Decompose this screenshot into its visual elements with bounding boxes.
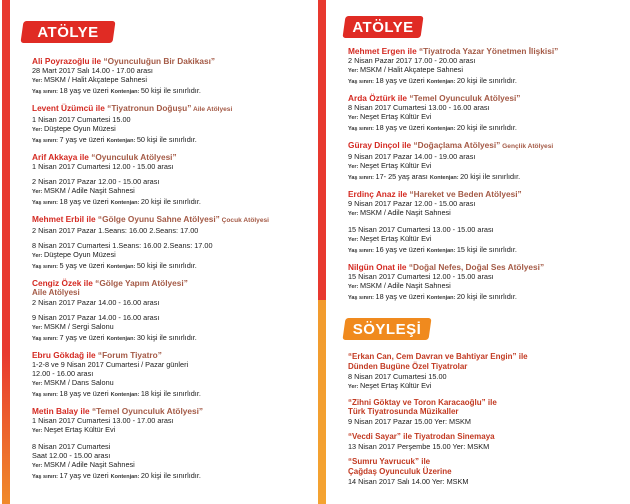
event-line: 28 Mart 2017 Salı 14.00 - 17.00 arası [32, 66, 153, 75]
event-line [348, 123, 624, 134]
event-entry [32, 152, 299, 208]
event-line [32, 86, 299, 97]
event-title: “Oyunculuk Atölyesi” [88, 152, 177, 162]
event-heading [32, 350, 299, 360]
age-limit: 7 yaş ve üzeri [59, 332, 107, 342]
age-label: Yaş sınırı: [348, 295, 376, 301]
event-line [32, 197, 299, 208]
event-line [348, 281, 624, 292]
event-line: 9 Nisan 2017 Pazar 12.00 - 15.00 arası [348, 199, 476, 208]
quota-label: Kontenjan: [106, 264, 137, 270]
host-name: Cengiz Özek ile [32, 278, 93, 288]
event-line [348, 292, 624, 303]
talk-title: Dünden Bugüne Özel Tiyatrolar [348, 361, 468, 371]
quota-label: Kontenjan: [426, 248, 457, 254]
event-entry [32, 350, 299, 400]
venue-label: Yer: [32, 324, 44, 331]
event-line: 12.00 - 16.00 arası [32, 368, 94, 378]
talk-title: “Vecdi Sayar” ile Tiyatrodan Sinemaya [348, 432, 495, 442]
age-limit: 18 yaş ve üzeri [59, 388, 111, 398]
age-label: Yaş sınırı: [32, 473, 60, 480]
talk-line: 14 Nisan 2017 Salı 14.00 Yer: MSKM [348, 476, 469, 486]
atolye-banner-right [344, 16, 422, 38]
event-heading [32, 214, 299, 226]
event-entry [32, 406, 299, 482]
age-label: Yaş sınırı: [32, 200, 60, 206]
talk-entry [348, 398, 624, 427]
event-line [32, 378, 299, 389]
host-name: Arif Akkaya ile [32, 152, 89, 162]
atolye-banner-left [22, 21, 114, 43]
event-subtitle: Aile Atölyesi [32, 288, 80, 297]
event-line [32, 322, 299, 333]
quota-value: 50 kişi ile sınırlıdır. [136, 261, 197, 270]
event-title: “Gölge Yapım Atölyesi” [92, 278, 188, 288]
event-line [32, 389, 299, 400]
quota-value: 30 kişi ile sınırlıdır. [136, 332, 197, 342]
quota-value: 50 kişi ile sınırlıdır. [140, 86, 201, 95]
talk-title: “Erkan Can, Cem Davran ve Bahtiyar Engin” ile [348, 352, 528, 361]
event-line: 15 Nisan 2017 Cumartesi 13.00 - 15.00 arası [348, 225, 494, 234]
quota-label: Kontenjan: [106, 335, 137, 342]
venue-value: MSKM / Dans Salonu [43, 377, 114, 387]
host-name: Mehmet Erbil ile [32, 214, 96, 224]
quota-label: Kontenjan: [429, 175, 461, 181]
talk-entry [348, 432, 624, 451]
event-type: Aile Atölyesi [191, 106, 233, 113]
event-entry [348, 140, 624, 183]
talk-title: “Sumru Yavrucuk” ile [348, 456, 431, 466]
age-limit: 17 yaş ve üzeri [59, 470, 111, 480]
talk-line [348, 381, 624, 392]
event-line [32, 471, 299, 482]
talk-title: “Zihni Göktay ve Toron Karacaoğlu” ile [348, 397, 497, 407]
venue-value: MSKM / Halit Akçatepe Sahnesi [43, 75, 147, 84]
event-line: 1 Nisan 2017 Cumartesi 12.00 - 15.00 arası [32, 162, 174, 171]
age-label: Yaş sınırı: [348, 126, 376, 132]
left-red-bar [2, 0, 10, 504]
event-entry [32, 103, 299, 146]
event-line: 2 Nisan Pazar 2017 17.00 - 20.00 arası [348, 56, 476, 65]
right-red-bar [318, 0, 326, 300]
right-column [318, 0, 628, 504]
event-line [32, 460, 299, 471]
event-line [32, 124, 299, 135]
event-entry [348, 189, 624, 256]
age-limit: 18 yaş ve üzeri [375, 292, 427, 301]
quota-label: Kontenjan: [106, 138, 137, 144]
event-line [32, 135, 299, 146]
age-label: Yaş sınırı: [348, 79, 376, 85]
age-limit: 18 yaş ve üzeri [375, 76, 427, 85]
event-line: 1-2-8 ve 9 Nisan 2017 Cumartesi / Pazar günleri [32, 359, 189, 369]
event-heading [32, 406, 299, 416]
event-entry [348, 262, 624, 303]
event-heading [348, 46, 624, 56]
venue-label: Yer: [348, 383, 360, 390]
venue-label: Yer: [348, 164, 360, 170]
event-title: “Gölge Oyunu Sahne Atölyesi” [95, 214, 220, 224]
soylesi-entries [348, 352, 624, 492]
venue-value: MSKM / Sergi Salonu [43, 321, 114, 331]
event-title: “Hareket ve Beden Atölyesi” [407, 189, 522, 199]
venue-label: Yer: [32, 127, 44, 133]
event-heading [348, 140, 624, 152]
event-line [32, 425, 299, 436]
age-limit: 17- 25 yaş arası [375, 172, 430, 181]
host-name: Ebru Gökdağ ile [32, 349, 96, 360]
age-limit: 16 yaş ve üzeri [375, 245, 427, 254]
event-line: 2 Nisan 2017 Pazar 14.00 - 16.00 arası [32, 297, 160, 307]
host-name: Ali Poyrazoğlu ile [32, 56, 102, 66]
age-limit: 18 yaş ve üzeri [59, 86, 111, 95]
event-line [348, 172, 624, 183]
event-line [348, 112, 624, 123]
event-line [348, 234, 624, 245]
venue-label: Yer: [32, 380, 44, 387]
event-title: “Temel Oyunculuk Atölyesi” [407, 93, 521, 103]
venue-label: Yer: [32, 189, 44, 195]
right-entries [348, 46, 624, 309]
talk-title: Türk Tiyatrosunda Müzikaller [348, 407, 459, 417]
host-name: Levent Üzümcü ile [32, 103, 105, 113]
venue-value: Neşet Ertaş Kültür Evi [359, 112, 432, 121]
age-label: Yaş sınırı: [348, 175, 376, 181]
event-line [32, 250, 299, 261]
event-line: 2 Nisan 2017 Pazar 1.Seans: 16.00 2.Seans: 17.00 [32, 226, 199, 235]
venue-value: Neşet Ertaş Kültür Evi [359, 234, 432, 243]
age-label: Yaş sınırı: [32, 264, 60, 270]
age-label: Yaş sınırı: [32, 391, 60, 398]
talk-title: Çağdaş Oyunculuk Üzerine [348, 466, 452, 476]
venue-value: MSKM / Adile Naşit Sahnesi [43, 459, 135, 469]
quota-label: Kontenjan: [110, 200, 141, 206]
event-heading [32, 103, 299, 115]
left-column [2, 0, 303, 504]
event-line [348, 161, 624, 172]
venue-label: Yer: [32, 427, 44, 434]
venue-value: Neşet Ertaş Kültür Evi [43, 424, 116, 434]
quota-value: 15 kişi ile sınırlıdır. [456, 245, 517, 254]
event-heading [348, 93, 624, 103]
event-line: 8 Nisan 2017 Cumartesi 13.00 - 16.00 arası [348, 103, 490, 112]
event-entry [32, 278, 299, 344]
venue-value: Neşet Ertaş Kültür Evi [359, 161, 432, 170]
right-orange-bar [318, 300, 326, 504]
event-title: “Doğaçlama Atölyesi” [411, 140, 501, 150]
event-line: 15 Nisan 2017 Cumartesi 12.00 - 15.00 arası [348, 272, 494, 281]
host-name: Erdinç Anaz ile [348, 189, 408, 199]
venue-label: Yer: [348, 211, 360, 217]
quota-label: Kontenjan: [426, 79, 457, 85]
venue-label: Yer: [348, 237, 360, 243]
event-line: 2 Nisan 2017 Pazar 12.00 - 15.00 arası [32, 177, 160, 186]
left-entries [32, 56, 299, 488]
event-heading [348, 262, 624, 272]
quota-label: Kontenjan: [426, 126, 457, 132]
quota-value: 20 kişi ile sınırlıdır. [140, 197, 201, 206]
event-line: 1 Nisan 2017 Cumartesi 13.00 - 17.00 arası [32, 415, 174, 425]
event-heading [32, 278, 299, 288]
event-heading [348, 189, 624, 199]
event-entry [348, 46, 624, 87]
venue-label: Yer: [32, 78, 44, 84]
venue-label: Yer: [32, 462, 44, 469]
talk-line: 13 Nisan 2017 Perşembe 15.00 Yer: MSKM [348, 441, 490, 451]
host-name: Güray Dinçol ile [348, 140, 412, 150]
venue-value: MSKM / Adile Naşit Sahnesi [43, 186, 135, 195]
event-title: “Forum Tiyatro” [95, 349, 162, 360]
event-line [348, 76, 624, 87]
event-line: Saat 12.00 - 15.00 arası [32, 450, 111, 460]
venue-value: Düştepe Oyun Müzesi [43, 124, 116, 133]
venue-label: Yer: [348, 284, 360, 290]
quota-value: 18 kişi ile sınırlıdır. [140, 388, 201, 398]
event-title: “Doğal Nefes, Doğal Ses Atölyesi” [406, 262, 545, 272]
quota-value: 20 kişi ile sınırlıdır. [456, 123, 517, 132]
event-line [348, 208, 624, 219]
venue-label: Yer: [348, 68, 360, 74]
banner-label: SÖYLEŞİ [352, 320, 422, 338]
quota-value: 20 kişi ile sınırlıdır. [460, 172, 521, 181]
venue-value: Neşet Ertaş Kültür Evi [359, 380, 432, 390]
event-entry [32, 214, 299, 272]
event-line [32, 186, 299, 197]
event-title: “Tiyatronun Doğuşu” [104, 103, 192, 113]
quota-label: Kontenjan: [110, 89, 141, 95]
age-limit: 18 yaş ve üzeri [375, 123, 427, 132]
quota-label: Kontenjan: [426, 295, 457, 301]
event-title: “Tiyatroda Yazar Yönetmen İlişkisi” [416, 46, 559, 56]
event-title: “Oyunculuğun Bir Dakikası” [101, 56, 216, 66]
event-line: 1 Nisan 2017 Cumartesi 15.00 [32, 115, 131, 124]
banner-label: ATÖLYE [37, 23, 99, 41]
event-heading [32, 56, 299, 66]
event-line [32, 75, 299, 86]
quota-value: 20 kişi ile sınırlıdır. [140, 470, 201, 480]
column-gap [303, 0, 318, 504]
age-label: Yaş sınırı: [32, 335, 60, 342]
event-type: Gençlik Atölyesi [500, 143, 554, 150]
host-name: Metin Balay ile [32, 405, 90, 416]
talk-line: 8 Nisan 2017 Cumartesi 15.00 [348, 371, 447, 381]
venue-value: Düştepe Oyun Müzesi [43, 250, 116, 259]
age-limit: 7 yaş ve üzeri [59, 135, 107, 144]
event-line [32, 261, 299, 272]
venue-value: MSKM / Halit Akçatepe Sahnesi [359, 65, 463, 74]
event-entry [348, 93, 624, 134]
age-limit: 5 yaş ve üzeri [59, 261, 107, 270]
event-line: 8 Nisan 2017 Cumartesi 1.Seans: 16.00 2.Seans: 17.00 [32, 241, 213, 250]
host-name: Nilgün Onat ile [348, 262, 407, 272]
quota-label: Kontenjan: [110, 473, 141, 480]
talk-entry [348, 457, 624, 486]
venue-label: Yer: [348, 115, 360, 121]
host-name: Arda Öztürk ile [348, 93, 408, 103]
venue-label: Yer: [32, 253, 44, 259]
event-entry [32, 56, 299, 97]
age-label: Yaş sınırı: [32, 89, 60, 95]
venue-value: MSKM / Adile Naşit Sahnesi [359, 281, 451, 290]
banner-label: ATÖLYE [352, 18, 414, 36]
age-label: Yaş sınırı: [32, 138, 60, 144]
talk-entry [348, 352, 624, 392]
age-limit: 18 yaş ve üzeri [59, 197, 111, 206]
event-line [348, 65, 624, 76]
event-line: 8 Nisan 2017 Cumartesi [32, 441, 111, 451]
soylesi-banner [344, 318, 430, 340]
venue-value: MSKM / Adile Naşit Sahnesi [359, 208, 451, 217]
talk-line: 9 Nisan 2017 Pazar 15.00 Yer: MSKM [348, 417, 471, 427]
event-type: Çocuk Atölyesi [219, 217, 270, 224]
age-label: Yaş sınırı: [348, 248, 376, 254]
quota-value: 20 kişi ile sınırlıdır. [456, 76, 517, 85]
quota-value: 50 kişi ile sınırlıdır. [136, 135, 197, 144]
quota-label: Kontenjan: [110, 391, 141, 398]
event-heading [32, 152, 299, 162]
quota-value: 20 kişi ile sınırlıdır. [456, 292, 517, 301]
event-line [32, 333, 299, 344]
event-line [348, 245, 624, 256]
event-line: 9 Nisan 2017 Pazar 14.00 - 19.00 arası [348, 152, 476, 161]
event-title: “Temel Oyunculuk Atölyesi” [89, 405, 204, 416]
event-line: 9 Nisan 2017 Pazar 14.00 - 16.00 arası [32, 312, 160, 322]
host-name: Mehmet Ergen ile [348, 46, 417, 56]
